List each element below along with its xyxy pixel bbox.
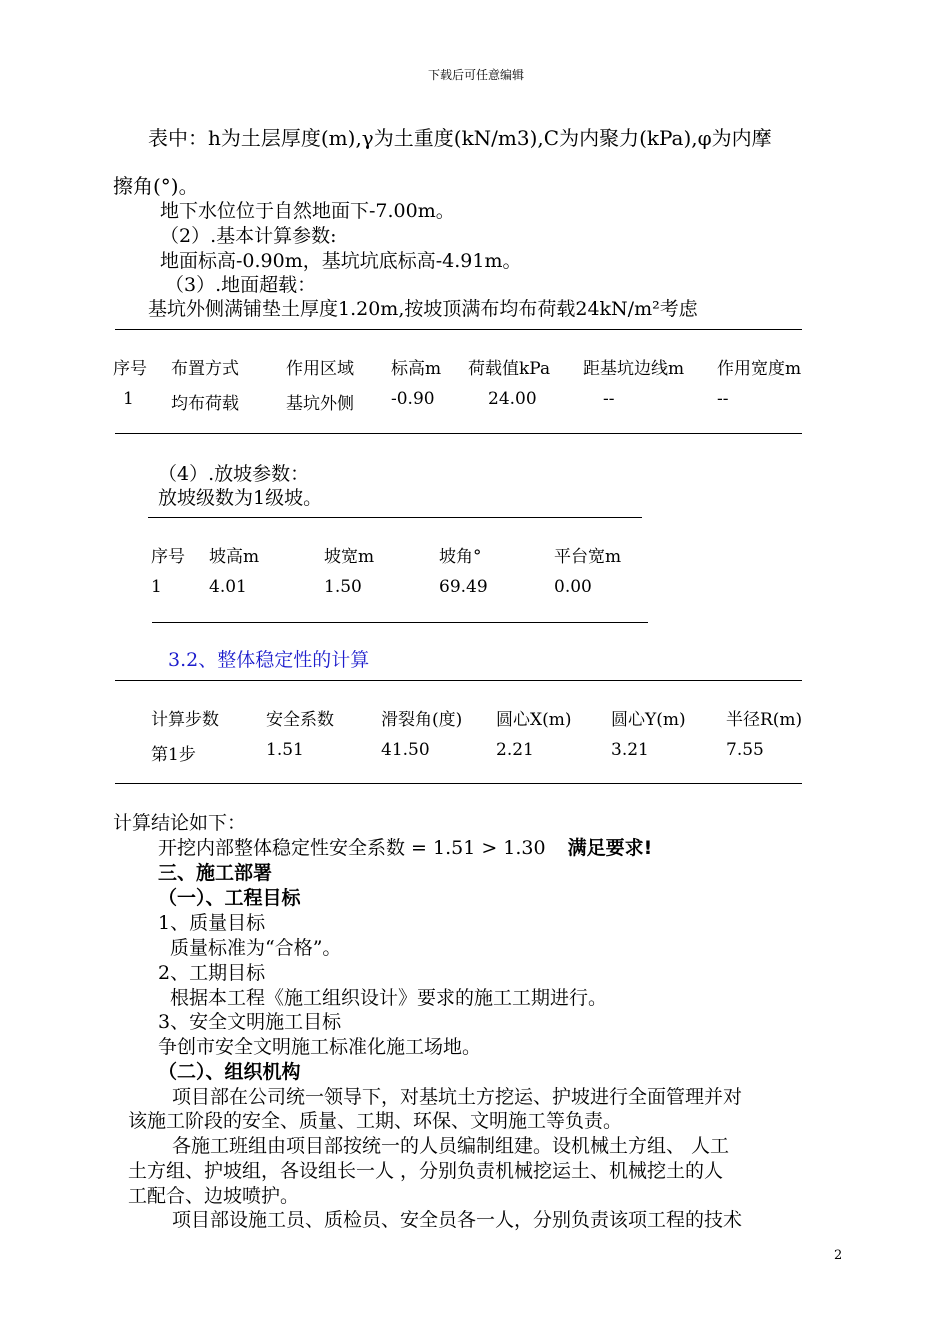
table-cell: 0.00 (554, 577, 592, 597)
table-header-cell: 距基坑边线m (583, 359, 685, 379)
load-table-header (113, 354, 801, 379)
table-cell: -- (603, 389, 615, 409)
surcharge-desc: 基坑外侧满铺垫土厚度1.20m,按坡顶满布均布荷载24kN/m²考虑 (148, 298, 698, 320)
table-header-cell: 计算步数 (151, 710, 219, 730)
table-cell: 第1步 (151, 745, 196, 765)
table-row (151, 740, 764, 765)
verdict-text: 满足要求! (567, 837, 653, 859)
surcharge-title: （3）.地面超载： (165, 274, 317, 296)
org-paragraph-2-line-3: 工配合、边坡喷护。 (128, 1185, 300, 1207)
groundwater-text: 地下水位位于自然地面下-7.00m。 (160, 200, 455, 222)
page-header: 下载后可任意编辑 (428, 68, 525, 82)
table-header-cell: 序号 (113, 359, 147, 379)
table-row (151, 577, 592, 597)
subsection-title: （二）、组织机构 (158, 1061, 301, 1083)
org-paragraph-1-line-2: 该施工阶段的安全、质量、工期、环保、文明施工等负责。 (128, 1110, 623, 1132)
section-title: 三、施工部署 (158, 862, 273, 884)
divider (115, 680, 802, 681)
safety-desc: 争创市安全文明施工标准化施工场地。 (158, 1036, 482, 1058)
table-header-cell: 圆心X(m) (496, 710, 572, 730)
org-paragraph-3-line-1: 项目部设施工员、质检员、安全员各一人，分别负责该项工程的技术 (172, 1209, 743, 1231)
quality-desc: 质量标准为“合格”。 (170, 937, 342, 959)
table-cell: 7.55 (726, 740, 764, 760)
table-cell: 2.21 (496, 740, 534, 760)
intro-line2: 擦角(°)。 (113, 174, 199, 198)
subsection-title: （一）、工程目标 (158, 887, 301, 909)
table-header-cell: 半径R(m) (726, 710, 803, 730)
table-header-cell: 作用区域 (286, 359, 354, 379)
slope-desc: 放坡级数为1级坡。 (158, 487, 323, 509)
table-row (123, 389, 729, 414)
table-cell: 均布荷载 (171, 394, 239, 414)
table-cell: 4.01 (209, 577, 247, 597)
page-number: 2 (834, 1248, 843, 1263)
table-header-cell: 圆心Y(m) (611, 710, 686, 730)
org-paragraph-1-line-1: 项目部在公司统一领导下，对基坑土方挖运、护坡进行全面管理并对 (172, 1086, 743, 1108)
divider (152, 622, 648, 623)
basic-params-title: （2）.基本计算参数: (160, 225, 337, 247)
table-cell: 24.00 (488, 389, 537, 409)
conclusion-title: 计算结论如下： (113, 812, 247, 834)
table-cell: -- (717, 389, 729, 409)
table-header-cell: 布置方式 (171, 359, 239, 379)
table-header-cell: 作用宽度m (717, 359, 802, 379)
safety-title: 3、安全文明施工目标 (158, 1011, 342, 1033)
table-cell: 69.49 (439, 577, 488, 597)
conclusion-result (158, 833, 652, 860)
schedule-title: 2、工期目标 (158, 962, 266, 984)
org-paragraph-2-line-1: 各施工班组由项目部按统一的人员编制组建。设机械土方组、 人工 (172, 1135, 730, 1157)
table-header-cell: 坡高m (209, 547, 260, 567)
divider (115, 433, 802, 434)
slope-table-header (151, 542, 621, 567)
intro-line1: 表中：h为土层厚度(m),γ为土重度(kN/m3),C为内聚力(kPa),φ为内摩 (148, 126, 772, 150)
stability-title: 3.2、整体稳定性的计算 (168, 649, 370, 671)
divider (148, 517, 642, 518)
quality-title: 1、质量目标 (158, 912, 266, 934)
stability-table-header (151, 705, 802, 730)
elevation-text: 地面标高-0.90m，基坑坑底标高-4.91m。 (160, 250, 522, 272)
table-cell: 1.51 (266, 740, 304, 760)
table-header-cell: 安全系数 (266, 710, 334, 730)
divider (115, 783, 802, 784)
table-header-cell: 序号 (151, 547, 185, 567)
table-cell: 1 (151, 577, 162, 597)
table-cell: 3.21 (611, 740, 649, 760)
table-header-cell: 荷载值kPa (468, 359, 551, 379)
table-header-cell: 坡宽m (324, 547, 375, 567)
org-paragraph-2-line-2: 土方组、护坡组，各设组长一人 ，分别负责机械挖运土、机械挖土的人 (128, 1160, 724, 1182)
divider (115, 329, 802, 330)
table-cell: -0.90 (391, 389, 435, 409)
table-cell: 1 (123, 389, 134, 409)
schedule-desc: 根据本工程《施工组织设计》要求的施工工期进行。 (170, 987, 608, 1009)
table-header-cell: 坡角° (439, 547, 482, 567)
result-text: 开挖内部整体稳定性安全系数 = 1.51 > 1.30 (158, 837, 546, 859)
table-header-cell: 平台宽m (554, 547, 622, 567)
table-cell: 基坑外侧 (286, 394, 354, 414)
table-cell: 41.50 (381, 740, 430, 760)
table-header-cell: 滑裂角(度) (381, 710, 463, 730)
table-header-cell: 标高m (391, 359, 442, 379)
slope-title: （4）.放坡参数： (158, 463, 310, 485)
table-cell: 1.50 (324, 577, 362, 597)
